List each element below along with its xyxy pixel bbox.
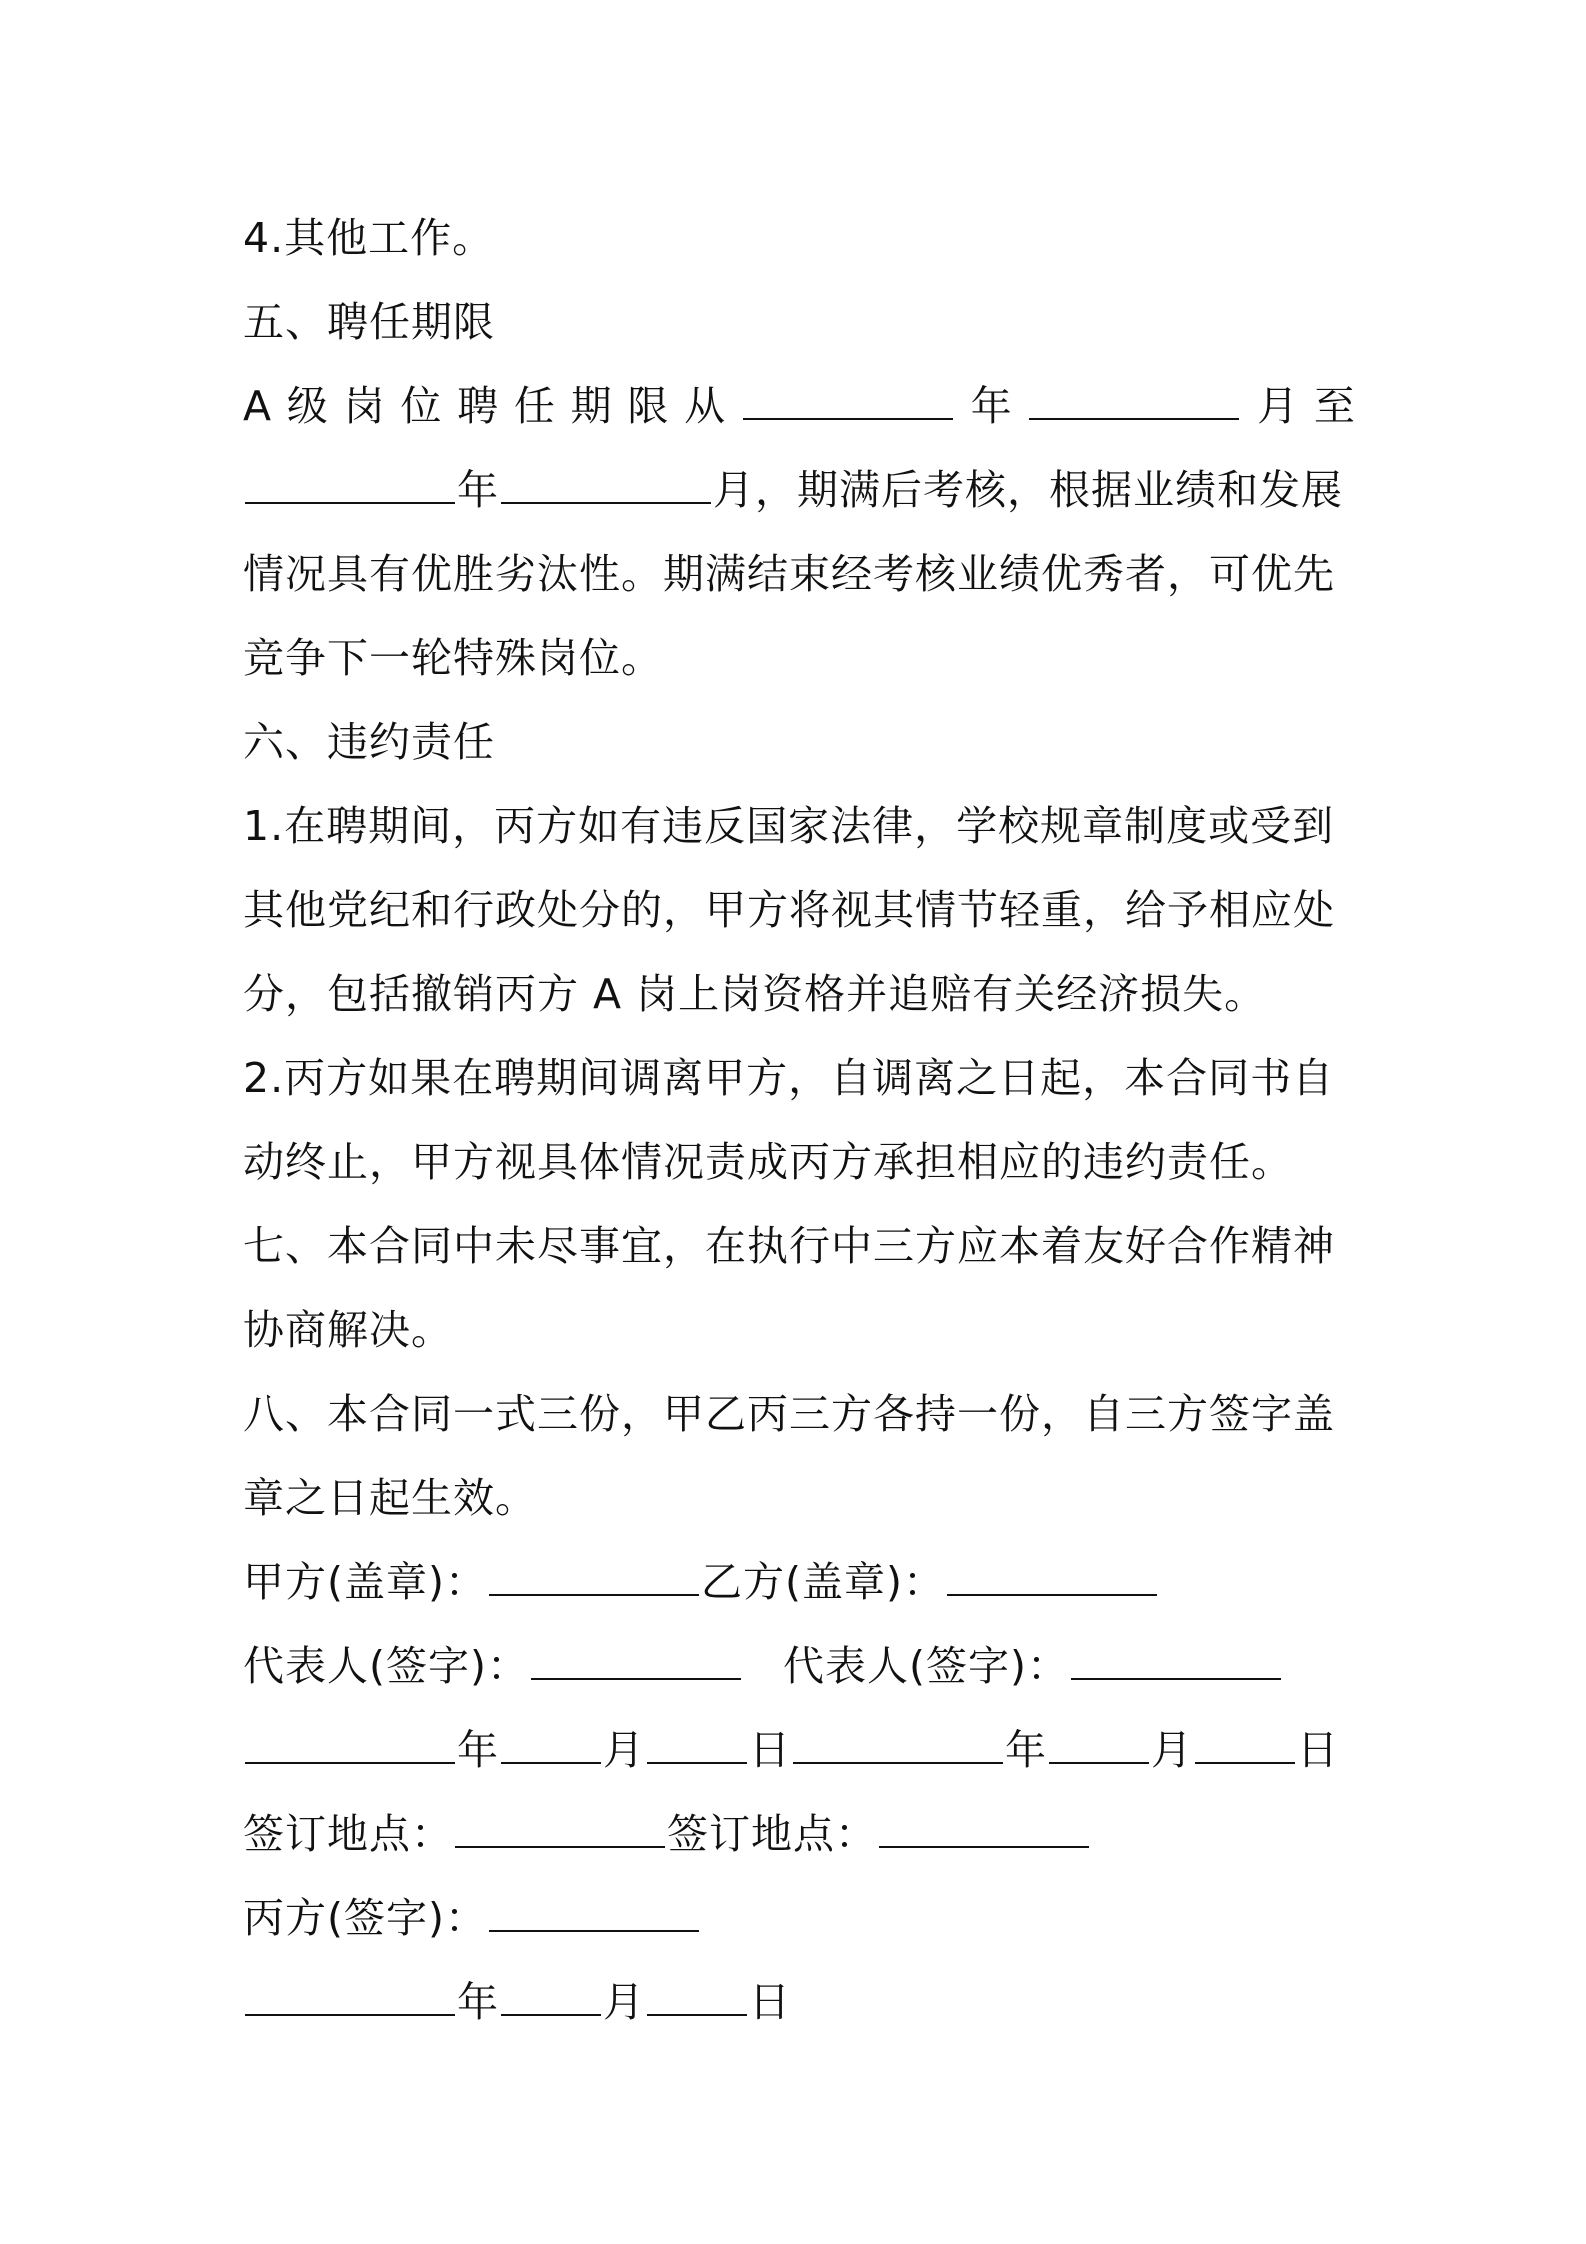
paragraph-line: 协商解决。 (243, 1306, 453, 1354)
paragraph-line: 2.丙方如果在聘期间调离甲方，自调离之日起，本合同书自 (243, 1054, 1335, 1102)
year-blank[interactable] (245, 1976, 455, 2016)
section-heading-breach: 六、违约责任 (243, 718, 495, 766)
term-char: 期 (570, 382, 612, 430)
rep-a-label: 代表人(签字)： (243, 1642, 529, 1690)
year-label: 年 (457, 1726, 499, 1774)
signature-place-line (243, 1792, 1355, 1876)
term-char: 限 (627, 382, 669, 430)
party-b-seal-label: 乙方(盖章)： (701, 1558, 945, 1606)
paragraph-line: 动终止，甲方视具体情况责成丙方承担相应的违约责任。 (243, 1138, 1293, 1186)
party-c-sign-blank[interactable] (489, 1892, 699, 1932)
term-char: 任 (513, 382, 555, 430)
rep-b-label: 代表人(签字)： (783, 1642, 1069, 1690)
fill-blank[interactable] (245, 464, 455, 504)
rep-b-blank[interactable] (1071, 1640, 1281, 1680)
term-char: A (243, 382, 272, 430)
party-a-seal-label: 甲方(盖章)： (243, 1558, 487, 1606)
paragraph-line: 七、本合同中未尽事宜，在执行中三方应本着友好合作精神 (243, 1222, 1335, 1270)
party-c-sign-label: 丙方(签字)： (243, 1894, 487, 1942)
month-blank[interactable] (1049, 1724, 1149, 1764)
term-line (243, 448, 1355, 532)
year-blank[interactable] (793, 1724, 1003, 1764)
term-line (243, 364, 1355, 448)
paragraph-text: 月，期满后考核，根据业绩和发展 (713, 466, 1343, 514)
paragraph-line: 情况具有优胜劣汰性。期满结束经考核业绩优秀者，可优先 (243, 550, 1335, 598)
signature-party-c-line (243, 1876, 1355, 1960)
fill-blank[interactable] (1029, 380, 1239, 420)
year-label: 年 (1005, 1726, 1047, 1774)
fill-blank[interactable] (501, 464, 711, 504)
section-heading-term: 五、聘任期限 (243, 298, 495, 346)
paragraph-line: 竞争下一轮特殊岗位。 (243, 634, 663, 682)
paragraph-line: 分，包括撤销丙方 A 岗上岗资格并追赔有关经济损失。 (243, 970, 1267, 1018)
month-label: 月 (603, 1726, 645, 1774)
day-label: 日 (1297, 1726, 1339, 1774)
month-label: 月 (1257, 382, 1299, 430)
party-b-seal-blank[interactable] (947, 1556, 1157, 1596)
day-label: 日 (749, 1978, 791, 2026)
paragraph-line: 1.在聘期间，丙方如有违反国家法律，学校规章制度或受到 (243, 802, 1335, 850)
day-blank[interactable] (647, 1976, 747, 2016)
year-label: 年 (457, 466, 499, 514)
paragraph-line: 其他党纪和行政处分的，甲方将视其情节轻重，给予相应处 (243, 886, 1335, 934)
month-label: 月 (603, 1978, 645, 2026)
paragraph-line: 八、本合同一式三份，甲乙丙三方各持一份，自三方签字盖 (243, 1390, 1335, 1438)
signature-rep-line (243, 1624, 1355, 1708)
place-b-label: 签订地点： (667, 1810, 877, 1858)
year-label: 年 (457, 1978, 499, 2026)
signature-seal-line (243, 1540, 1355, 1624)
signature-date-line (243, 1960, 1355, 2044)
paragraph-line: 章之日起生效。 (243, 1474, 537, 1522)
place-b-blank[interactable] (879, 1808, 1089, 1848)
day-blank[interactable] (647, 1724, 747, 1764)
party-a-seal-blank[interactable] (489, 1556, 699, 1596)
term-char: 岗 (343, 382, 385, 430)
paragraph-line: 4.其他工作。 (243, 214, 495, 262)
term-char: 从 (684, 382, 726, 430)
year-label: 年 (970, 382, 1012, 430)
fill-blank[interactable] (743, 380, 953, 420)
place-a-blank[interactable] (455, 1808, 665, 1848)
term-char: 级 (286, 382, 328, 430)
day-label: 日 (749, 1726, 791, 1774)
day-blank[interactable] (1195, 1724, 1295, 1764)
term-char: 聘 (457, 382, 499, 430)
month-blank[interactable] (501, 1976, 601, 2016)
signature-date-line (243, 1708, 1355, 1792)
place-a-label: 签订地点： (243, 1810, 453, 1858)
month-blank[interactable] (501, 1724, 601, 1764)
term-char: 位 (400, 382, 442, 430)
rep-a-blank[interactable] (531, 1640, 741, 1680)
year-blank[interactable] (245, 1724, 455, 1764)
document-page (243, 196, 1355, 2044)
month-label: 月 (1151, 1726, 1193, 1774)
to-label: 至 (1313, 382, 1355, 430)
